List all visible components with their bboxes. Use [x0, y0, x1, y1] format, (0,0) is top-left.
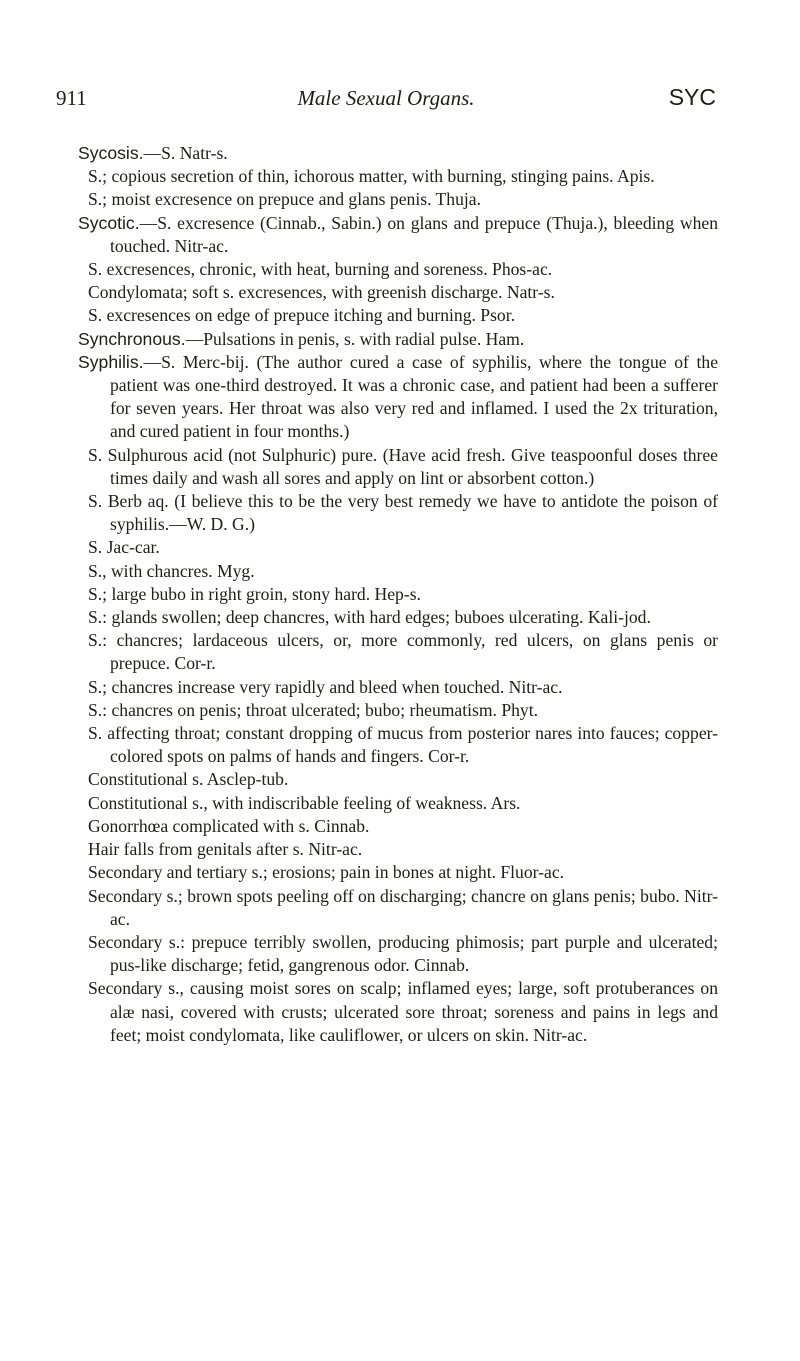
- entry-text: S. excresences, chronic, with heat, burning and soreness. Phos-ac.: [88, 259, 553, 280]
- entry-headword: Sycosis.: [78, 143, 144, 163]
- repertory-entry: [78, 444, 718, 490]
- repertory-entry: [78, 629, 718, 675]
- entry-text: —S. Natr-s.: [143, 143, 228, 163]
- running-header: [56, 86, 716, 116]
- entry-text: S.; chancres increase very rapidly and bleed when touched. Nitr-ac.: [88, 676, 563, 697]
- entry-text: S.; moist excresence on prepuce and glans penis. Thuja.: [88, 189, 481, 210]
- repertory-entry: [78, 304, 718, 327]
- repertory-entry: [78, 142, 718, 165]
- repertory-entry: [78, 861, 718, 884]
- entry-text: S. Berb aq. (I believe this to be the very best remedy we have to antidote the poison of syphilis.—W. D. G.): [88, 491, 718, 535]
- entry-text: S.: chancres; lardaceous ulcers, or, more commonly, red ulcers, on glans penis or prepuce. Cor-r.: [88, 630, 718, 674]
- entry-text: Secondary s.: prepuce terribly swollen, producing phimosis; part purple and ulcerated; pus-like discharge; fetid, gangrenous odor. Cinnab.: [88, 931, 718, 976]
- repertory-entry: [78, 188, 718, 211]
- repertory-entry: [78, 676, 718, 699]
- entry-text: Secondary s., causing moist sores on scalp; inflamed eyes; large, soft protuberances on alæ nasi, covered with crusts; ulcerated sore throat; soreness and pains in legs and feet; moist condylomata, like cauliflower, or ulcers on skin. Nitr-ac.: [88, 978, 718, 1045]
- repertory-entry: [78, 815, 718, 838]
- repertory-entry: [78, 977, 718, 1047]
- entry-text: —S. Merc-bij. (The author cured a case of syphilis, where the tongue of the patient was one-third destroyed. It was a chronic case, and patient had been a sufferer for seven years. Her throat was also very red and inflamed. I used the 2x trituration, and cured patient in four months.): [110, 351, 718, 442]
- page-number: 911: [56, 86, 87, 110]
- repertory-entry: [78, 931, 718, 977]
- repertory-entry: [78, 165, 718, 188]
- repertory-entry: [78, 583, 718, 606]
- entry-text: —S. excresence (Cinnab., Sabin.) on glans and prepuce (Thuja.), bleeding when touched. Nitr-ac.: [110, 212, 718, 256]
- repertory-entry: [78, 885, 718, 931]
- repertory-entry: [78, 281, 718, 304]
- entry-text: S.: chancres on penis; throat ulcerated; bubo; rheumatism. Phyt.: [88, 699, 539, 720]
- entry-text: S.; large bubo in right groin, stony hard. Hep-s.: [88, 583, 421, 604]
- entry-text: Secondary s.; brown spots peeling off on discharging; chancre on glans penis; bubo. Nitr-ac.: [88, 885, 718, 929]
- entry-text: Constitutional s., with indiscribable feeling of weakness. Ars.: [88, 792, 521, 813]
- entry-text: —Pulsations in penis, s. with radial pulse. Ham.: [185, 328, 525, 349]
- repertory-entry: [78, 722, 718, 768]
- entry-text: S. affecting throat; constant dropping of mucus from posterior nares into fauces; copper-colored spots on palms of hands and fingers. Cor-r.: [88, 723, 718, 767]
- page-title: Male Sexual Organs.: [297, 86, 475, 110]
- entry-text: Constitutional s. Asclep-tub.: [88, 769, 289, 790]
- entry-text: S.: glands swollen; deep chancres, with hard edges; buboes ulcerating. Kali-jod.: [88, 607, 651, 628]
- repertory-entry: [78, 258, 718, 281]
- repertory-entry: [78, 699, 718, 722]
- entry-headword: Sycotic.: [78, 212, 140, 233]
- repertory-entry: [78, 212, 718, 258]
- repertory-entries: [78, 142, 718, 1047]
- repertory-entry: [78, 606, 718, 629]
- entry-text: S. Jac-car.: [88, 537, 160, 558]
- entry-text: Hair falls from genitals after s. Nitr-ac.: [88, 839, 363, 860]
- repertory-entry: [78, 490, 718, 536]
- repertory-entry: [78, 536, 718, 559]
- repertory-entry: [78, 792, 718, 815]
- entry-text: S. Sulphurous acid (not Sulphuric) pure. (Have acid fresh. Give teaspoonful doses three times daily and wash all sores and apply on lint or absorbent cotton.): [88, 444, 718, 488]
- entry-headword: Synchronous.: [78, 328, 186, 349]
- repertory-entry: [78, 768, 718, 791]
- section-key: SYC: [668, 84, 716, 110]
- entry-headword: Syphilis.: [78, 351, 144, 372]
- repertory-entry: [78, 328, 718, 351]
- entry-text: Secondary and tertiary s.; erosions; pain in bones at night. Fluor-ac.: [88, 862, 565, 883]
- entry-text: S., with chancres. Myg.: [88, 560, 255, 581]
- repertory-entry: [78, 560, 718, 583]
- entry-text: S. excresences on edge of prepuce itching and burning. Psor.: [88, 305, 516, 326]
- entry-text: S.; copious secretion of thin, ichorous matter, with burning, stinging pains. Apis.: [88, 166, 655, 187]
- entry-text: Condylomata; soft s. excresences, with greenish discharge. Natr-s.: [88, 282, 555, 303]
- repertory-entry: [78, 351, 718, 444]
- entry-text: Gonorrhœa complicated with s. Cinnab.: [88, 815, 370, 836]
- repertory-entry: [78, 838, 718, 861]
